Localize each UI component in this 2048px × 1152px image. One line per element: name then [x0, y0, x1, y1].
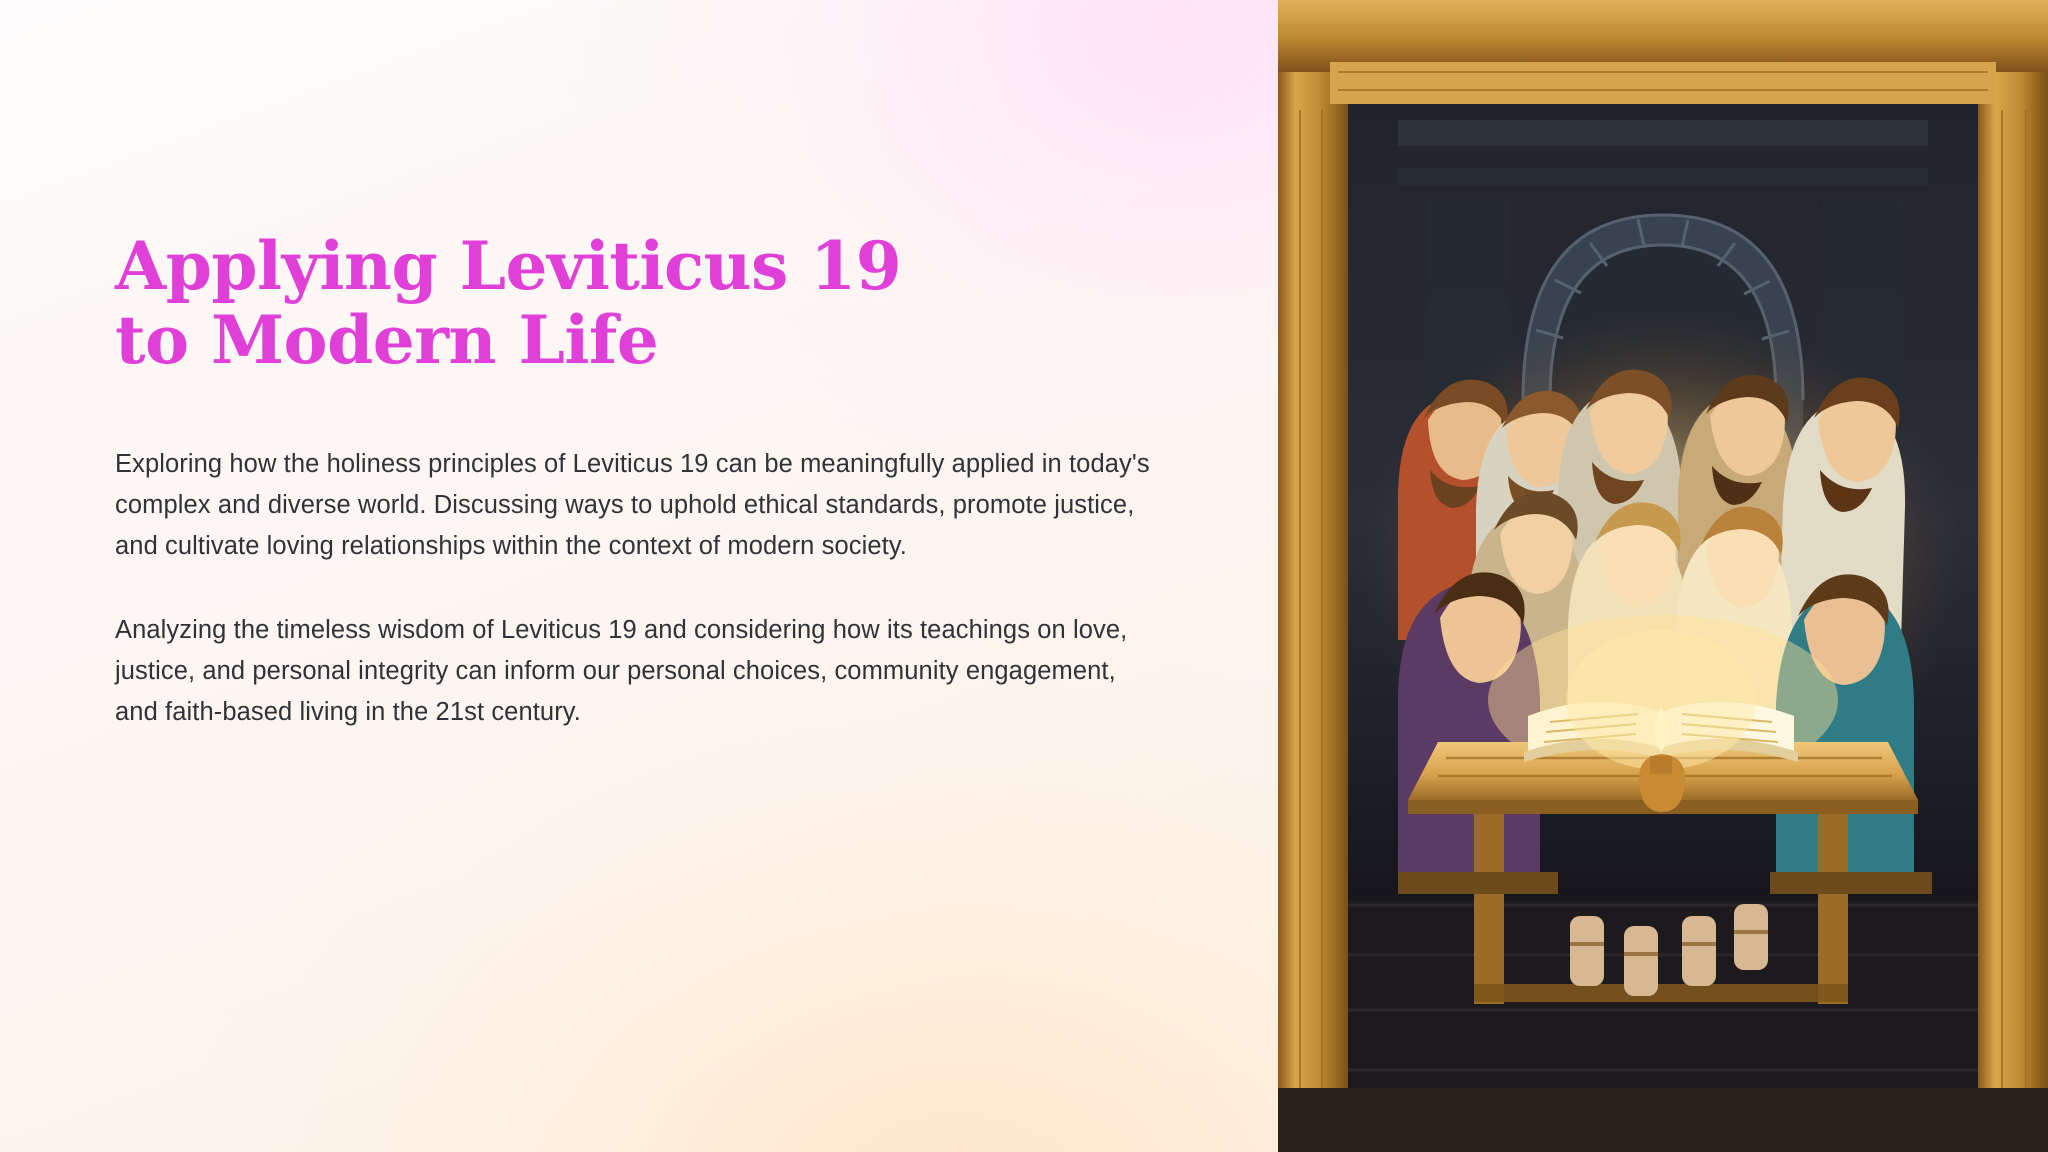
page-title: Applying Leviticus 19 to Modern Life [115, 227, 902, 379]
body-paragraph-2: Analyzing the timeless wisdom of Leviticus 19 and considering how its teachings on love, justice, and personal integrity can inform our personal choices, community engagement, and faith-based living in the 21st century. [115, 615, 1128, 727]
body-copy [115, 378, 1158, 734]
body-paragraph-1: Exploring how the holiness principles of Leviticus 19 can be meaningfully applied in today's complex and diverse world. Discussing ways to uphold ethical standards, promote justice, and cultivate loving relationships within the context of modern society. [115, 449, 1150, 561]
group-reading-illuminated-book-illustration [1278, 0, 2048, 1152]
illustration-panel [1278, 0, 2048, 1152]
